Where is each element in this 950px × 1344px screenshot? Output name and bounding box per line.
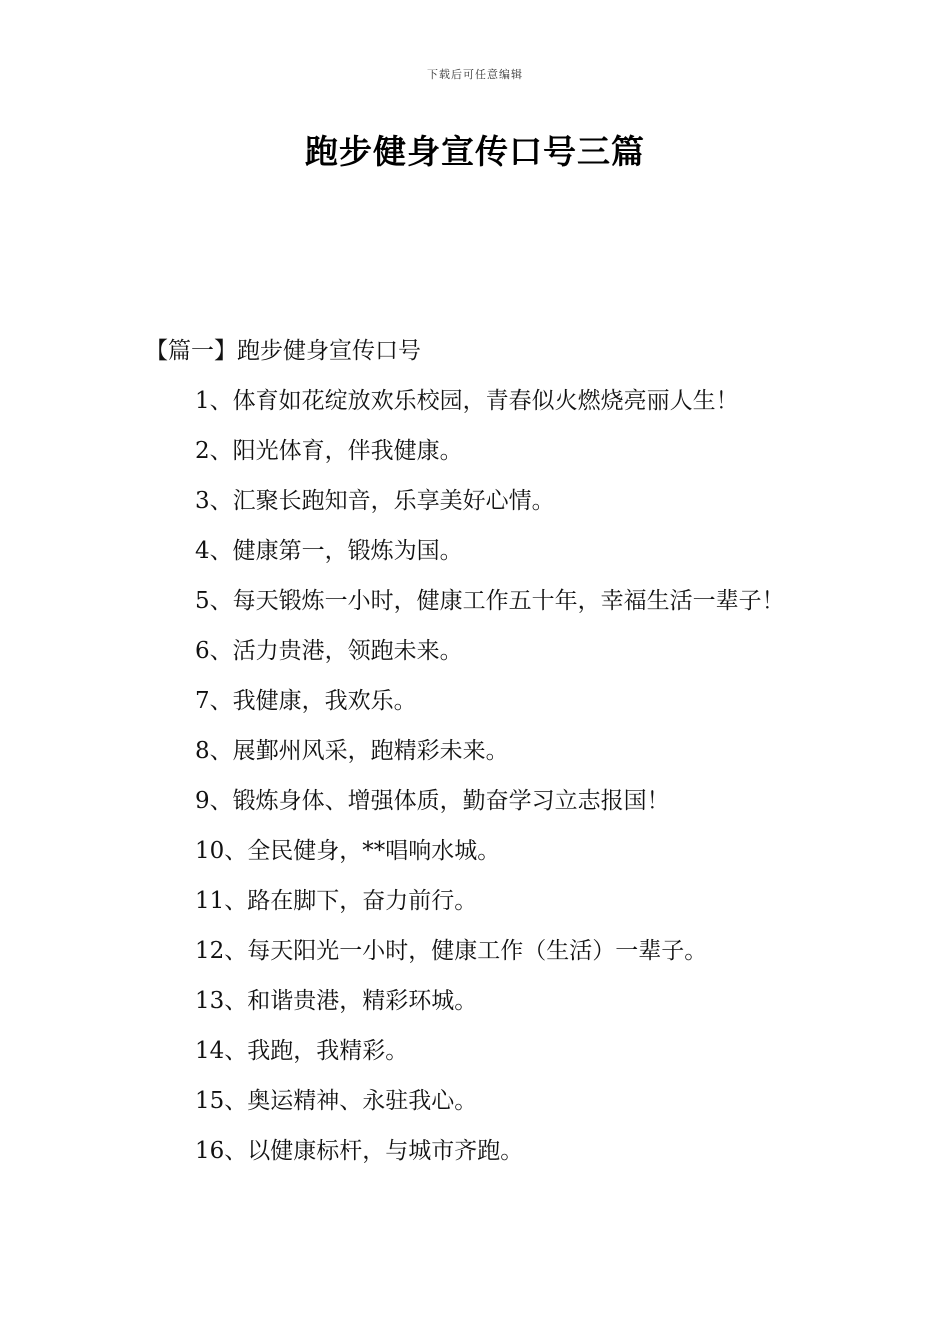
section-heading: 【篇一】跑步健身宣传口号 (145, 338, 421, 364)
slogan-item: 6、活力贵港，领跑未来。 (195, 638, 463, 664)
slogan-item: 10、全民健身，**唱响水城。 (195, 838, 501, 864)
slogan-item: 15、奥运精神、永驻我心。 (195, 1088, 478, 1114)
slogan-item: 11、路在脚下，奋力前行。 (195, 888, 478, 914)
slogan-item: 16、以健康标杆，与城市齐跑。 (195, 1138, 524, 1164)
slogan-item: 9、锻炼身体、增强体质，勤奋学习立志报国！ (195, 788, 670, 814)
slogan-item: 2、阳光体育，伴我健康。 (195, 438, 463, 464)
slogan-item: 13、和谐贵港，精彩环城。 (195, 988, 478, 1014)
slogan-item: 14、我跑，我精彩。 (195, 1038, 409, 1064)
slogan-item: 1、体育如花绽放欢乐校园，青春似火燃烧亮丽人生！ (195, 388, 739, 414)
slogan-item: 4、健康第一，锻炼为国。 (195, 538, 463, 564)
header-note: 下载后可任意编辑 (427, 68, 523, 81)
slogan-item: 7、我健康，我欢乐。 (195, 688, 417, 714)
slogan-item: 12、每天阳光一小时，健康工作（生活）一辈子。 (195, 938, 708, 964)
document-body (145, 326, 810, 1176)
document-title: 跑步健身宣传口号三篇 (305, 132, 645, 171)
slogan-item: 3、汇聚长跑知音，乐享美好心情。 (195, 488, 555, 514)
slogan-item: 8、展鄞州风采，跑精彩未来。 (195, 738, 509, 764)
slogan-item: 5、每天锻炼一小时，健康工作五十年，幸福生活一辈子！ (195, 588, 785, 614)
